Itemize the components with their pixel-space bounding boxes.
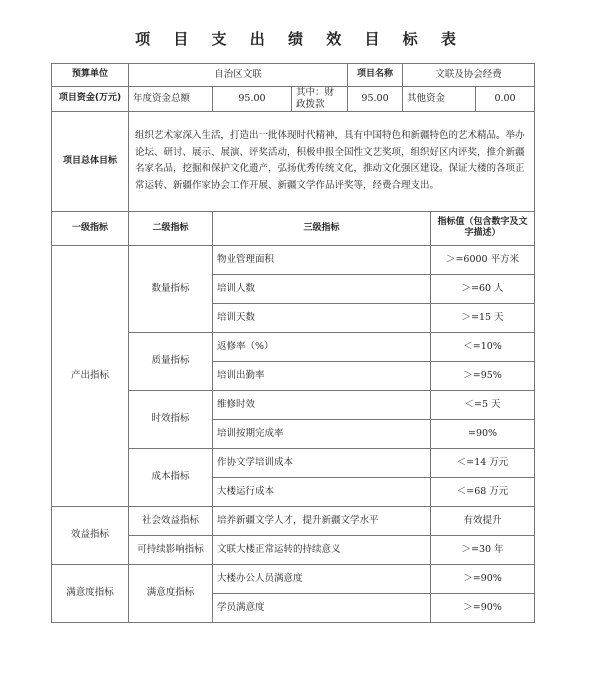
indicator-value: ＞=90% — [431, 564, 535, 593]
indicator-name: 维修时效 — [213, 390, 431, 419]
indicator-value: ＞=6000 平方米 — [431, 245, 535, 274]
other-funds-label: 其他资金 — [403, 87, 476, 112]
indicator-name: 物业管理面积 — [213, 245, 431, 274]
timeliness-indicator-label: 时效指标 — [129, 390, 213, 448]
funds-label: 项目资金(万元) — [52, 87, 129, 112]
col-value: 指标值（包含数字及文字描述） — [431, 211, 535, 245]
indicator-name: 培训出勤率 — [213, 361, 431, 390]
table-row — [52, 245, 535, 274]
annual-total-label: 年度资金总额 — [129, 87, 213, 112]
indicator-name: 作协文学培训成本 — [213, 448, 431, 477]
fiscal-value: 95.00 — [348, 87, 403, 112]
overall-goal-label: 项目总体目标 — [52, 111, 129, 211]
quality-indicator-label: 质量指标 — [129, 332, 213, 390]
budget-unit-label: 预算单位 — [52, 64, 129, 87]
satisfaction-indicator-label: 满意度指标 — [52, 564, 129, 622]
cost-indicator-label: 成本指标 — [129, 448, 213, 506]
quantity-indicator-label: 数量指标 — [129, 245, 213, 332]
col-level1: 一级指标 — [52, 211, 129, 245]
indicator-value: ＞=60 人 — [431, 274, 535, 303]
budget-unit-value: 自治区文联 — [129, 64, 348, 87]
overall-goal-text: 组织艺术家深入生活，打造出一批体现时代精神，具有中国特色和新疆特色的艺术精品。举办论坛、研讨、展示、展演、评奖活动，积极申报全国性文艺奖项，组织好区内评奖，推介新疆名家名品，挖掘和保护文化遗产，弘扬优秀传统文化，推动文化强区建设。保证大楼的各项正常运转、新疆作家协会工作开展、新疆文学作品评奖等，经费合理支出。 — [129, 111, 535, 211]
indicator-name: 培养新疆文学人才，提升新疆文学水平 — [213, 506, 431, 535]
performance-table — [51, 63, 535, 623]
indicator-name: 学员满意度 — [213, 593, 431, 622]
project-name-value: 文联及协会经费 — [403, 64, 535, 87]
table-row — [52, 506, 535, 535]
output-indicator-label: 产出指标 — [52, 245, 129, 506]
benefit-indicator-label: 效益指标 — [52, 506, 129, 564]
other-funds-value: 0.00 — [476, 87, 535, 112]
fiscal-label: 其中：财政拨款 — [292, 87, 348, 112]
indicator-name: 培训天数 — [213, 303, 431, 332]
indicator-value: =90% — [431, 419, 535, 448]
project-name-label: 项目名称 — [348, 64, 403, 87]
indicator-value: ＜=68 万元 — [431, 477, 535, 506]
column-header-row — [52, 211, 535, 245]
col-level2: 二级指标 — [129, 211, 213, 245]
overall-goal-row — [52, 111, 535, 211]
indicator-name: 文联大楼正常运转的持续意义 — [213, 535, 431, 564]
table-row — [52, 564, 535, 593]
header-row — [52, 64, 535, 87]
indicator-name: 培训人数 — [213, 274, 431, 303]
indicator-value: 有效提升 — [431, 506, 535, 535]
indicator-value: ＜=14 万元 — [431, 448, 535, 477]
annual-total-value: 95.00 — [213, 87, 292, 112]
page-title: 项 目 支 出 绩 效 目 标 表 — [135, 30, 465, 48]
indicator-value: ＜=5 天 — [431, 390, 535, 419]
indicator-value: ＞=15 天 — [431, 303, 535, 332]
social-benefit-label: 社会效益指标 — [129, 506, 213, 535]
indicator-value: ＞=95% — [431, 361, 535, 390]
indicator-value: ＞=30 年 — [431, 535, 535, 564]
indicator-name: 培训按期完成率 — [213, 419, 431, 448]
satisfaction-sub-label: 满意度指标 — [129, 564, 213, 622]
indicator-value: ＜=10% — [431, 332, 535, 361]
indicator-name: 大楼运行成本 — [213, 477, 431, 506]
indicator-name: 大楼办公人员满意度 — [213, 564, 431, 593]
col-level3: 三级指标 — [213, 211, 431, 245]
funds-row — [52, 87, 535, 112]
indicator-value: ＞=90% — [431, 593, 535, 622]
sustainable-impact-label: 可持续影响指标 — [129, 535, 213, 564]
indicator-name: 返修率（%） — [213, 332, 431, 361]
